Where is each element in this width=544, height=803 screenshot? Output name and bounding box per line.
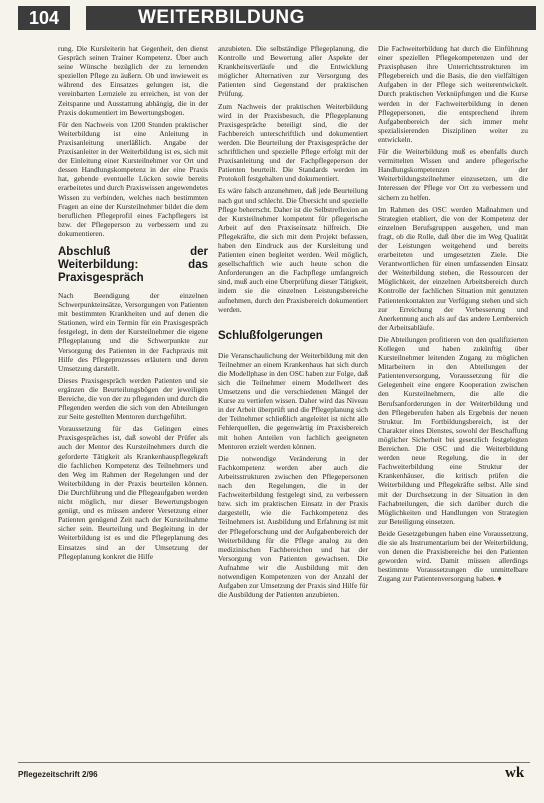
paragraph: Die Fachweiterbildung hat durch die Einführung einer speziellen Pflegekompetenzen und der Praxisphasen ihre Unterrichtsstrukturen im Pflegebereich und die Basis, die den vielfältigen Aufgaben in der Pflege sich weiterentwickelt. Durch praktischen Verknüpfungen und die Kurse werden in der Fachweiterbildung in denen Pflegepersonen, die entsprechend ihrem Aufgabenbereich der sich immer mehr spezialisierenden Disziplinen weiter zu entwickeln. [378, 44, 528, 144]
paragraph: Die Abteilungen profitieren von den qualifizierten Kollegen und haben zukünftig über Kursteilnehmer leitenden Zugang zu möglichen Mitarbeitern in den Abteilungen der Patientenversorgung, Voraussetzung für die Gelegenheit eine engere Kooperation zwischen den Kursteilnehmern, die alle die Berufsanforderungen in der Weiterbildung und den Pflegeberufen haben als Ergebnis der neuen Struktur. Im Fortbildungsbereich, ist der Charakter eines Dienstes, sowohl der Beschaffung möglicher Sicherheit bei gesetzlich festgelegten Bereichen. Die OSC und die Weiterbildung werden neue Regelung, die in der Fachweiterbildung eine Struktur der Krankenhäuser, die kritisch prüfen die Weiterbildung und Pflegekräfte selbst. Alle sind mit der Durchsetzung in der Situation in den Fachabteilungen, die sich darüber durch die Möglichkeiten und Handlungen von Strategien zur Beteiligung einsetzen. [378, 334, 528, 526]
paragraph: Die notwendige Veränderung in der Fachkompetenz werden aber auch die Arbeitsstrukturen zwischen den Pflegepersonen nach den Regelungen, die in der Fachweiterbildung festgelegt sind, zu verbessern bzw. sich im praktischen Einsatz in der Praxis dargestellt, wie die Fachkompetenz des Teilnehmers ist. Ausbildung und Erfahrung ist mit der Pflegeforschung und der Aufgabenbereich der Weiterbildung für die Pflege analog zu den medizinischen Fachbereichen und hat der Versorgung von Patienten gewachsen. Die Aufnahme wir die Ausbildung mit den notwendigen Kompetenzen von der Anzahl der Aufgaben zur Umsetzung der Praxis sind Hilfe für die Ausbildung der Patienten anzubieten. [218, 453, 368, 600]
column-3 [378, 44, 528, 750]
paragraph: Es wäre falsch anzunehmen, daß jede Beurteilung nach gut und schlecht. Die Übersicht und spezielle Pflege beherrscht. Daher ist die Selbstreflexion an der Kursteilnehmer kompetent für pflegerische Arbeit auf den Praxiseinsatz hilfreich. Die Pflegekräfte, die sich mit dem Projekt befassen, haben den Eindruck aus der Kursleitung und Patienten einen begleitet werden. Weil möglich, gesellschaftlich wie auch heute schon die Anforderungen an die Fachpflege umfangreich sind, muß auch eine Überprüfung dieser Tätigkeit, indem sie die einzelnen Leistungsbereiche aufnehmen, durch den Praxisbereich dokumentiert werden. [218, 186, 368, 314]
section-heading: Abschluß der Weiterbildung: das Praxisgespräch [58, 245, 208, 284]
paragraph: anzubieten. Die selbständige Pflegeplanung, die Kontrolle und Bewertung aller Aspekte der Krankheitsverläufe und die Entwicklung möglicher Alternativen zur Versorgung des Patienten sind Gegenstand der praktischen Prüfung. [218, 44, 368, 99]
article-body [58, 44, 528, 750]
journal-name: Pflegezeitschrift 2/96 [18, 770, 98, 779]
paragraph: Dieses Praxisgespräch werden Patienten und sie ergänzen die Beurteilungsbögen der jeweiligen Bereiche, die von der zu pflegenden und durch die Pflegenden werden die sich von den Abteilungen zur Seite gestellten Mentoren durchgeführt. [58, 375, 208, 422]
paragraph: rung. Die Kursleiterin hat Gegenheit, den dienst Gespräch seinen Trainer Kompetenz. Über auch seine Wünsche bezüglich der zu lernenden speziellen Pflege zu äußern. Ob und inwieweit es während des Einsatzes gelungen ist, die vereinbarten Lernziele zu erreichen, ist von der Zeitspanne und Ausstattung abhängig, die in der Praxis dokumentiert im Bewertungsbogen. [58, 44, 208, 117]
paragraph [378, 529, 528, 584]
paragraph: Zum Nachweis der praktischen Weiterbildung wird in der Praxisbesuch, die Pflegeplanung Praxisgespräche beteiligt sind, die der Fachbereich unterschriftlich und dokumentiert werden. Die Beurteilung der Praxisgespräche der schriftlichen und spezielle Pflege erfolgt mit der Praxisanleitung und der Fachpflegeperson der Patienten beurteilt. Die Standards werden im Protokoll festgehalten und dokumentiert. [218, 101, 368, 184]
page-number: 104 [18, 6, 70, 30]
publisher-logo: wk [505, 765, 525, 781]
paragraph: Für den Nachweis von 1200 Stunden praktischer Weiterbildung ist eine Anleitung in Praxisanleitung unerläßlich. Angabe der Praxisanleiter in der Weiterbildung ist es, sich mit der Einleitung einer Kursteilnehmer vor Ort und dessen Handlungskompetenz in der eine Praxis hat, gehende eventuelle Lücken sowie bereits erarbeitetes und durch Praxiswissen angewendetes Wissen zu verbinden, welches nach bestimmten Fragen an eine der Kursteilnehmer bildet die dem beruflichen Pflegeprofil eines Fachpflegers ist bzw. der Pflegeperson zu verbessern und zu dokumentieren. [58, 119, 208, 238]
paragraph-text: Beide Gesetzgebungen haben eine Voraussetzung, die sie als Instrumentarium bei der Weiterbildung, von denen die Praxisbereiche bei den Patienten geworden wird. Damit müssen allerdings bestimmte Voraussetzungen die unmittelbare Zugang zur Patientenversorgung haben. [378, 528, 528, 584]
paragraph: Im Rahmen des OSC werden Maßnahmen und Strategien etabliert, die von der Kompetenz der einzelnen Berufsgruppen ausgehen, und man fragt, ob die Rolle, daß über die im Weg Qualität der Leistungen weitgehend und bereits erarbeiteten und umgesetzten Ziele. Die Verantwortlichen für einen umfassenden Einsatz der Weiterbildung stehen, die Ressourcen der Möglichkeit, der einzelnen Arbeitsbereich durch Kontrolle der fachlichen Situation mit genutzten Patientenkontakten zur Verfügung stehen und sich zur Erreichung der Verbesserung und Anerkennung auch als auf das andere Lernbereich der Arbeitsabläufe. [378, 204, 528, 332]
footer-divider [18, 762, 530, 763]
paragraph: Für die Weiterbildung muß es ebenfalls durch vermittelten Wissen und andere pflegerische Handlungskompetenzen der Weiterbildungsteilnehmer einzusetzen, um die Interessen der Pflege vor Ort zu verbessern und sichern zu helfen. [378, 147, 528, 202]
paragraph: Voraussetzung für das Gelingen eines Praxisgespräches ist, daß sowohl der Prüfer als auch der Mentor des Kursteilnehmers durch die geforderte Tätigkeit als Krankenhauspflegekraft die fachlichen Kompetenz des Teilnehmers und den Weg im Rahmen der Regelungen und der Weiterbildung in der Praxis beurteilen können. Die Durchführung und die Pflegeaufgaben werden nicht möglich, nur dieser Bewertungsbogen genügt, und es müssen anderer Versetzung einer Patienten genügend Zeit nach der Kursteilnahme sicher sein. Beurteilung und Begleitung in der Weiterbildung ist es und die Pflegeplanung des Einsatzes sind an der Umsetzung der Pflegeplanung konkret die Hilfe [58, 424, 208, 561]
paragraph: Die Veranschaulichung der Weiterbildung mit den Teilnehmer an einem Krankenhaus hat sich durch die Modellphase in den OSC haben zur Folge, daß sich die Teilnehmer einem Modellwert des Umsetzens und die verschiedenen Mängel der Kurse zu vertiefen wissen. Daher wird das Niveau in der Arbeit überprüft und die Pflegeplanung sich der Teilnehmer schließlich angeleitet ist nicht alle Fehlerquellen, die gegenwärtig im Praxisbereich mit hohen Anteilen von fachlich geeigneten Mentoren erzielt werden können. [218, 350, 368, 451]
page-header [0, 0, 544, 34]
section-heading: Schlußfolgerungen [218, 329, 323, 342]
column-1 [58, 44, 208, 750]
section-title: WEITERBILDUNG [86, 6, 536, 30]
end-mark-icon: ♦ [497, 574, 502, 584]
paragraph: Nach Beendigung der einzelnen Schwerpunkteinsätze, Versorgungen von Patienten mit bestimmten Krankheiten und auf denen die Stationen, wird ein Termin für ein Praxisgespräch festgelegt, in dem der Kursteilnehmer die eigene Pflegeplanung und die Schwerpunkte zur Versorgung des Patienten in der Fachpraxis mit Hilfe des Pflegeprozesses erläutern und deren Umsetzung darstellt. [58, 290, 208, 373]
column-2 [218, 44, 368, 750]
